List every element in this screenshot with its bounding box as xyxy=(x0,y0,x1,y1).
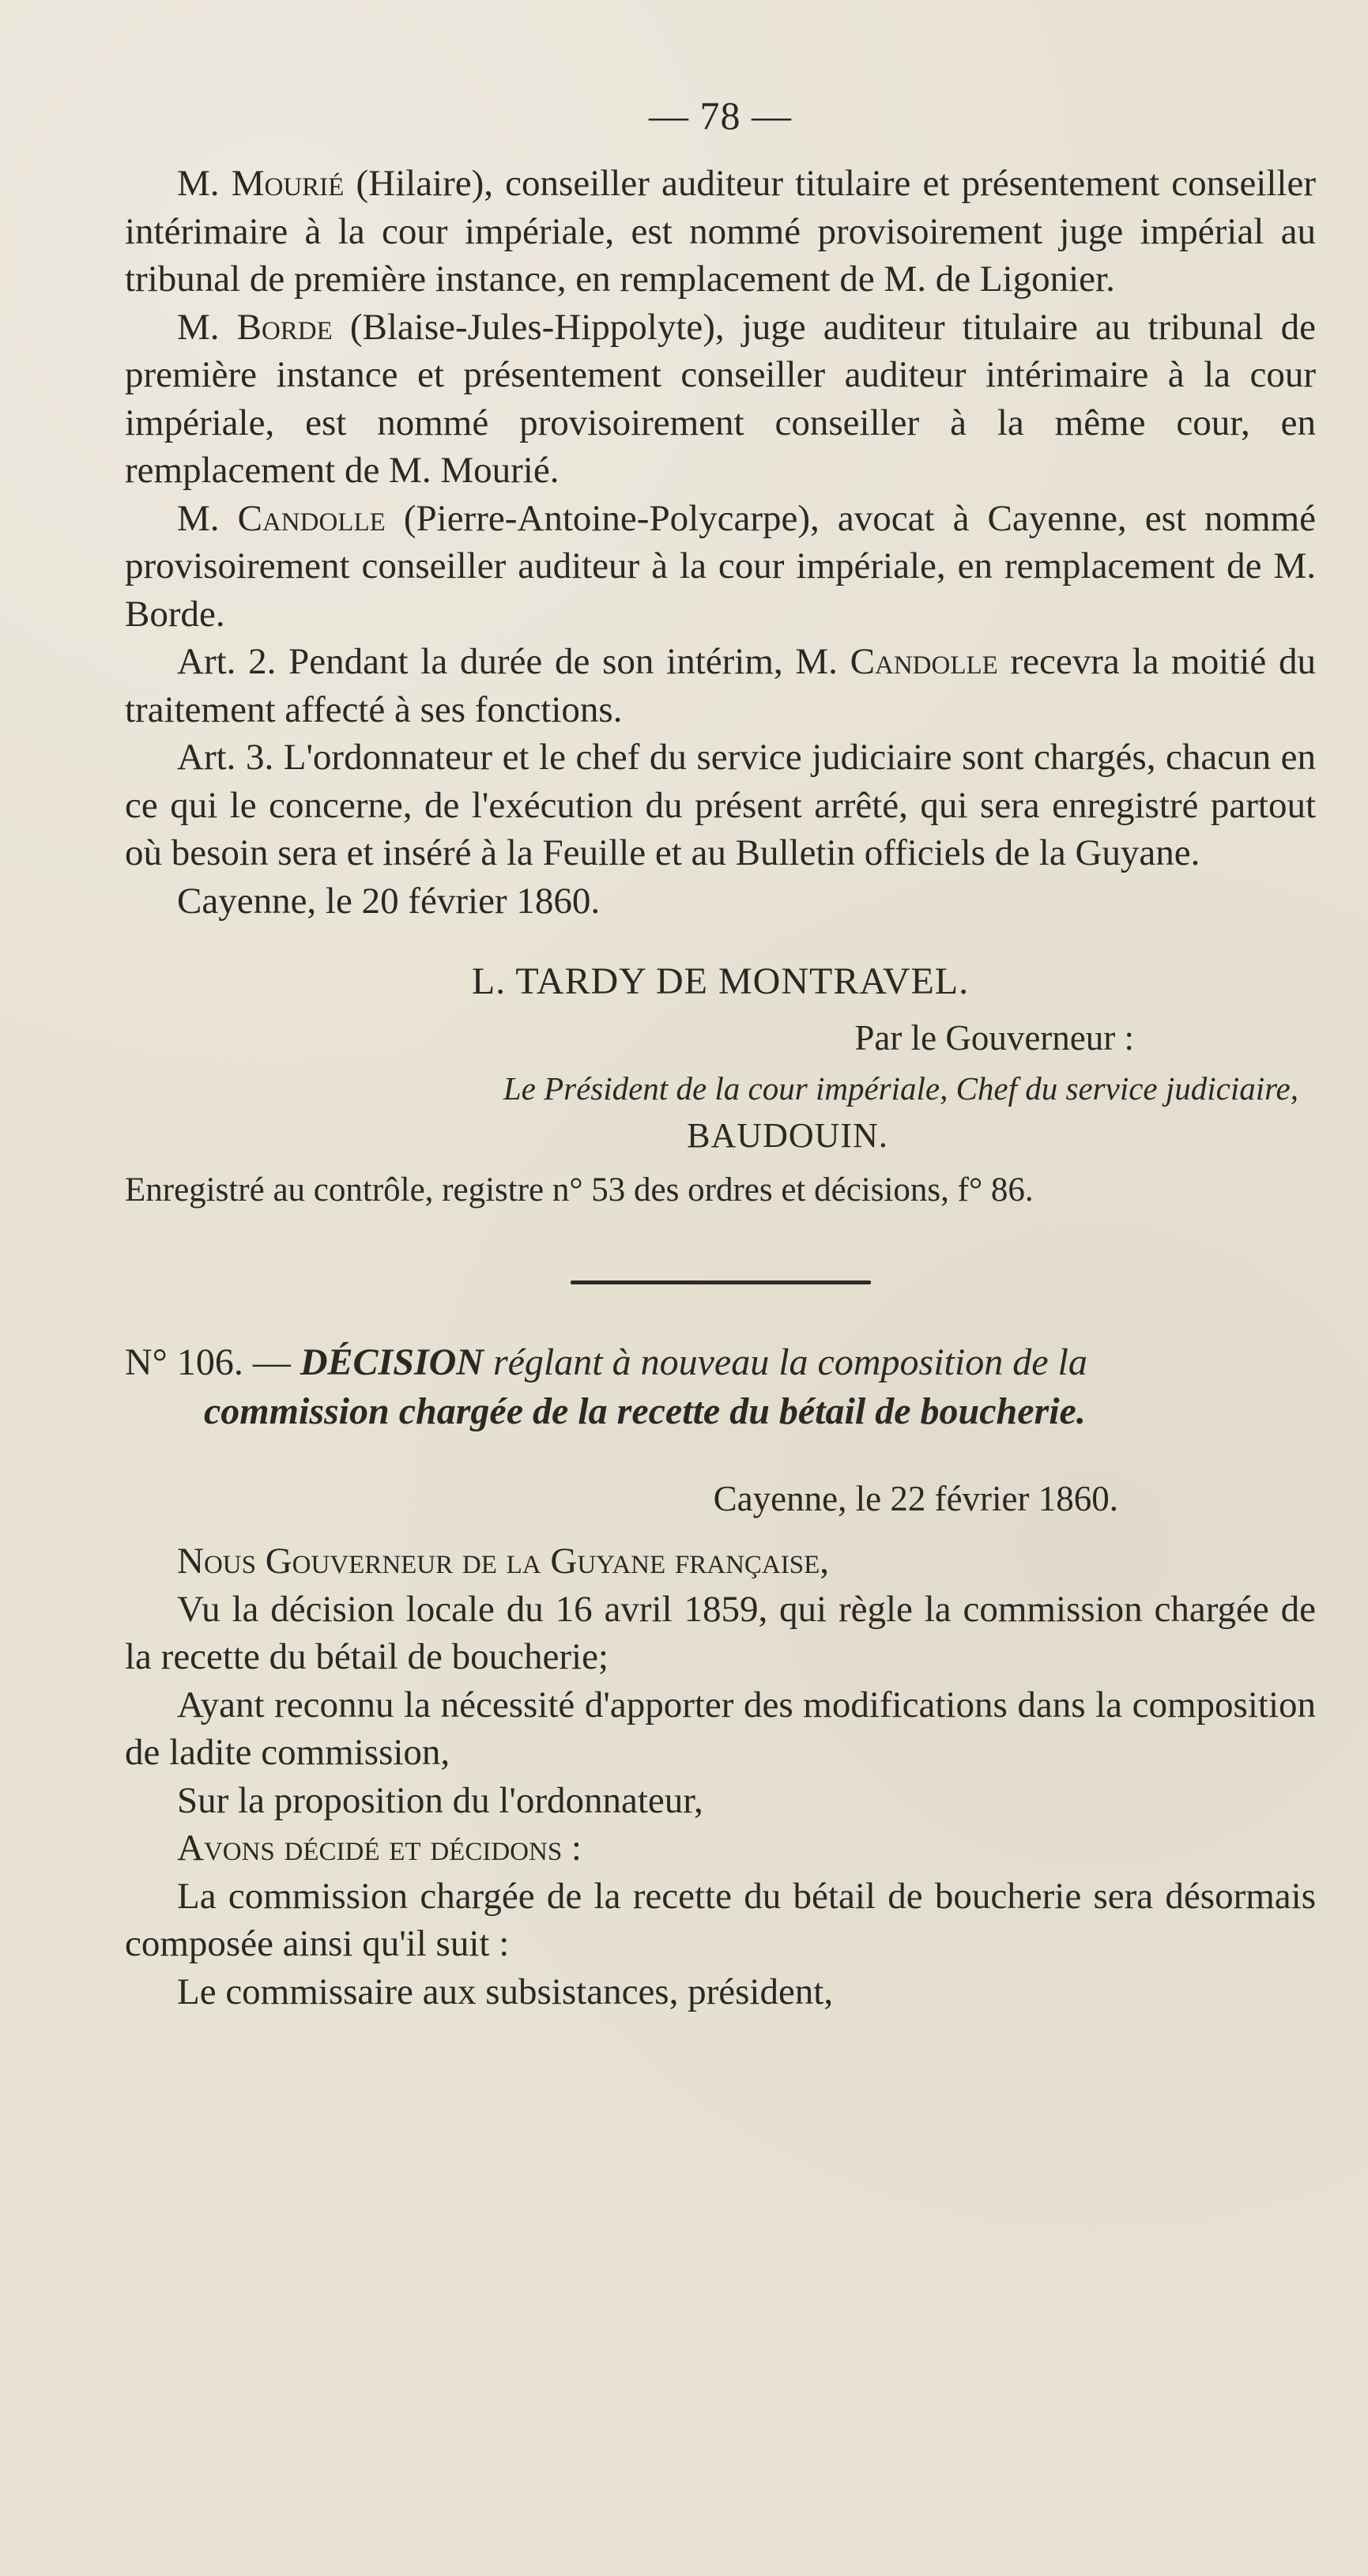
paragraph-commissaire: Le commissaire aux subsistances, président, xyxy=(177,1971,834,2012)
paragraph-commission: La commission chargée de la recette du bétail de boucherie sera désormais composée ainsi qu'il suit : xyxy=(125,1875,1316,1964)
president-line: Le Président de la cour impériale, Chef du service judiciaire, xyxy=(503,1070,1298,1107)
paragraph-article-3 xyxy=(125,734,1316,877)
paragraph-avons: Avons décidé et décidons : xyxy=(177,1827,582,1869)
paragraph-lead: Art. 2. Pendant la durée de son intérim, M. xyxy=(177,641,850,682)
baudouin-signature: BAUDOUIN. xyxy=(687,1116,888,1155)
decision-number: N° 106. — xyxy=(125,1341,300,1383)
date-line xyxy=(125,877,1316,926)
paragraph-nous-gouverneur: Nous Gouverneur de la Guyane française, xyxy=(177,1541,830,1582)
paragraph-article-2 xyxy=(125,638,1316,734)
paragraph-borde xyxy=(125,304,1316,495)
paragraph-lead: Art. 3. L'ordonnateur et le chef du service judiciaire sont chargés, chacun en ce qui le concerne, de l'exécution du présent arrêté, qui sera enregistré partout où besoin sera et inséré à la Feuille et au Bulletin officiels de la Guyane. xyxy=(125,737,1316,873)
person-name: Mourié xyxy=(231,163,345,204)
decision-body xyxy=(125,1537,1316,2016)
paragraph-sur: Sur la proposition du l'ordonnateur, xyxy=(177,1779,703,1821)
person-name: Candolle xyxy=(850,641,998,682)
paragraph-lead: M. xyxy=(177,163,232,204)
par-le-gouverneur: Par le Gouverneur : xyxy=(854,1018,1134,1058)
arrete-body xyxy=(125,160,1316,925)
paragraph-rest: recevra la moitié du traitement affecté à ses fonctions. xyxy=(125,641,1316,730)
governor-signature: L. TARDY DE MONTRAVEL. xyxy=(471,960,970,1002)
paragraph-candolle xyxy=(125,495,1316,639)
paragraph-vu: Vu la décision locale du 16 avril 1859, qui règle la commission chargée de la recette du bétail de boucherie; xyxy=(125,1588,1316,1677)
paragraph-rest: (Pierre-Antoine-Polycarpe), avocat à Cayenne, est nommé provisoirement conseiller auditeur à la cour impériale, en remplacement de M. Borde. xyxy=(125,497,1317,635)
decision-title-rest: réglant à nouveau la composition de la xyxy=(483,1341,1087,1383)
decision-date: Cayenne, le 22 février 1860. xyxy=(713,1479,1118,1518)
paragraph-lead: M. xyxy=(177,306,237,348)
paragraph-lead: M. xyxy=(177,497,238,539)
date-text: Cayenne, le 20 février 1860. xyxy=(177,880,601,922)
paragraph-ayant: Ayant reconnu la nécessité d'apporter des modifications dans la composition de ladite commission, xyxy=(125,1684,1316,1773)
decision-title xyxy=(125,1338,1300,1436)
person-name: Borde xyxy=(236,306,333,348)
person-name: Candolle xyxy=(237,497,386,539)
decision-title-line2: commission chargée de la recette du bétail de boucherie. xyxy=(204,1390,1086,1432)
paragraph-mourie xyxy=(125,160,1316,304)
decision-keyword: DÉCISION xyxy=(300,1341,484,1383)
registration-line: Enregistré au contrôle, registre n° 53 des ordres et décisions, f° 86. xyxy=(125,1171,1034,1209)
paragraph-rest: (Blaise-Jules-Hippolyte), juge auditeur titulaire au tribunal de première instance et présentement conseiller auditeur intérimaire à la cour impériale, est nommé provisoirement conseiller à la même cour, en remplacement de M. Mourié. xyxy=(125,306,1316,491)
page-number: — 78 — xyxy=(649,93,792,138)
paragraph-rest: (Hilaire), conseiller auditeur titulaire et présentement conseiller intérimaire à la cour impériale, est nommé provisoirement juge impérial au tribunal de première instance, en remplacement de M. de Ligonier. xyxy=(125,163,1316,300)
section-divider xyxy=(571,1280,871,1284)
